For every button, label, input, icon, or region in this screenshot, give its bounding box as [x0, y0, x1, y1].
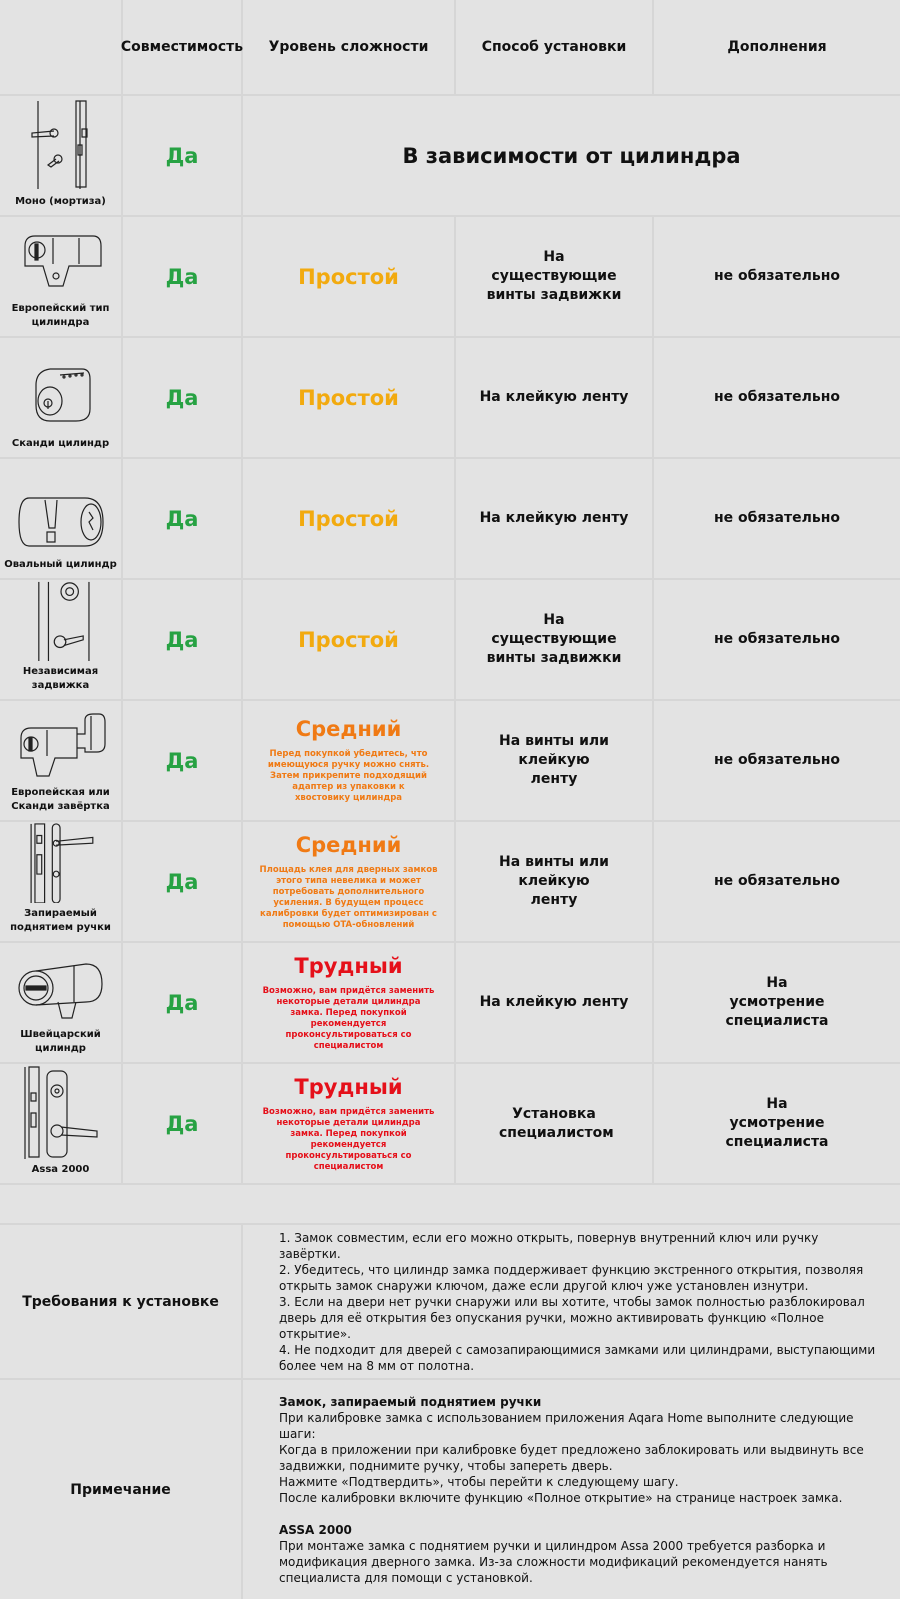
deadbolt-icon	[26, 580, 96, 661]
lock-type-label: Сканди цилиндр	[11, 438, 110, 449]
install-method-text: На существующие винты задвижки	[486, 249, 622, 303]
compat-value: Да	[123, 96, 241, 215]
note-title: Примечание	[0, 1380, 241, 1599]
install-method-text: Установка специалистом	[499, 1105, 614, 1141]
spacer-row	[0, 1185, 900, 1223]
lock-type-label: Овальный цилиндр	[4, 559, 117, 570]
requirement-item: 2. Убедитесь, что цилиндр замка поддерживает функцию экстренного открытия, позволяя открыть замок снаружи ключом, даже если другой ключ уже установлен изнутри.	[279, 1262, 864, 1293]
compat-value: Да	[123, 1064, 241, 1183]
header-extras: Дополнения	[654, 0, 900, 94]
install-method-text: На винты или клейкую ленту	[499, 854, 609, 908]
difficulty-note: Возможно, вам придётся заменить некоторые детали цилиндра замка. Перед покупкой рекомендуется проконсультироваться со специалистом	[262, 985, 435, 1051]
lock-type-label: Европейская или Сканди завёртка	[11, 787, 110, 812]
header-compat: Совместимость	[123, 0, 241, 94]
extras-value: не обязательно	[654, 217, 900, 336]
scandi-cylinder-icon	[26, 361, 96, 433]
lock-type-cell	[0, 701, 121, 820]
lock-type-cell	[0, 580, 121, 699]
assa-2000-lock-icon	[21, 1065, 101, 1159]
extras-value	[654, 1064, 900, 1183]
lock-type-label: Европейский тип цилиндра	[11, 303, 110, 328]
difficulty-value: Средний	[295, 717, 402, 741]
extras-text: На усмотрение специалиста	[725, 975, 829, 1029]
oval-cylinder-icon	[15, 488, 107, 554]
euro-cylinder-icon	[19, 230, 103, 298]
lock-type-label: Запираемый поднятием ручки	[10, 908, 111, 933]
compat-value: Да	[123, 580, 241, 699]
compat-value: Да	[123, 459, 241, 578]
install-method: На клейкую ленту	[456, 338, 652, 457]
difficulty-cell	[243, 822, 454, 941]
compat-value: Да	[123, 701, 241, 820]
lock-type-cell	[0, 96, 121, 215]
difficulty-note: Перед покупкой убедитесь, что имеющуюся ручку можно снять. Затем прикрепите подходящий адаптер из упаковки к хвостовику цилиндра	[267, 749, 430, 803]
note-line: После калибровки включите функцию «Полное открытие» на странице настроек замка.	[279, 1490, 843, 1505]
depends-on-cylinder-text: В зависимости от цилиндра	[243, 96, 900, 215]
difficulty-cell	[243, 701, 454, 820]
note-line: Когда в приложении при калибровке будет предложено заблокировать или выдвинуть все задвижки, поднимите ручку, чтобы запереть дверь.	[279, 1442, 864, 1473]
install-method-text: На винты или клейкую ленту	[499, 733, 609, 787]
lock-type-label: Моно (мортиза)	[15, 196, 106, 207]
difficulty-value: Трудный	[294, 1074, 403, 1099]
difficulty-value: Простой	[243, 580, 454, 699]
difficulty-value: Простой	[243, 217, 454, 336]
compat-value: Да	[123, 943, 241, 1062]
difficulty-cell	[243, 1064, 454, 1183]
header-difficulty: Уровень сложности	[243, 0, 454, 94]
note-section-title: Замок, запираемый поднятием ручки	[279, 1394, 542, 1409]
thumbturn-cylinder-icon	[15, 710, 107, 782]
note-line: При монтаже замка с поднятием ручки и цилиндром Assa 2000 требуется разборка и модификация дверного замка. Из-за сложности модификаций рекомендуется нанять специалиста для помощи с установкой.	[279, 1538, 828, 1585]
lock-type-cell	[0, 822, 121, 941]
install-method	[456, 1064, 652, 1183]
difficulty-value: Простой	[243, 459, 454, 578]
install-method	[456, 580, 652, 699]
compat-value: Да	[123, 822, 241, 941]
install-method: На клейкую ленту	[456, 943, 652, 1062]
note-line: При калибровке замка с использованием приложения Aqara Home выполните следующие шаги:	[279, 1410, 854, 1441]
extras-value: не обязательно	[654, 822, 900, 941]
swiss-cylinder-icon	[16, 954, 106, 1024]
lock-type-label: Assa 2000	[31, 1164, 90, 1175]
compat-value: Да	[123, 217, 241, 336]
extras-text: На усмотрение специалиста	[725, 1096, 829, 1150]
lock-type-cell	[0, 338, 121, 457]
requirements-title: Требования к установке	[0, 1225, 241, 1378]
install-method	[456, 822, 652, 941]
lock-type-cell	[0, 459, 121, 578]
difficulty-cell	[243, 943, 454, 1062]
header-empty-cell	[0, 0, 121, 94]
lock-type-cell	[0, 1064, 121, 1183]
requirement-item: 3. Если на двери нет ручки снаружи или вы хотите, чтобы замок полностью разблокировал дверь для её открытия без опускания ручки, можно активировать функцию «Полное открытие».	[279, 1294, 865, 1341]
handle-lift-lock-icon	[26, 822, 96, 903]
difficulty-value: Средний	[295, 832, 402, 857]
note-line: Нажмите «Подтвердить», чтобы перейти к следующему шагу.	[279, 1474, 679, 1489]
requirements-list	[243, 1225, 900, 1378]
install-method	[456, 217, 652, 336]
extras-value: не обязательно	[654, 459, 900, 578]
difficulty-note: Площадь клея для дверных замков этого типа невелика и может потребовать дополнительного усиления. В будущем процесс калибровки будет оптимизирован с помощью OTA-обновлений	[259, 864, 438, 930]
install-method-text: На существующие винты задвижки	[486, 612, 622, 666]
compat-value: Да	[123, 338, 241, 457]
extras-value: не обязательно	[654, 338, 900, 457]
difficulty-note: Возможно, вам придётся заменить некоторые детали цилиндра замка. Перед покупкой рекомендуется проконсультироваться со специалистом	[262, 1106, 435, 1172]
lock-type-cell	[0, 943, 121, 1062]
install-method	[456, 701, 652, 820]
mortise-lock-icon	[26, 99, 96, 191]
difficulty-value: Простой	[243, 338, 454, 457]
note-section-title: ASSA 2000	[279, 1522, 352, 1537]
lock-type-cell	[0, 217, 121, 336]
header-install: Способ установки	[456, 0, 652, 94]
requirement-item: 4. Не подходит для дверей с самозапирающимися замками или цилиндрами, выступающими более чем на 8 мм от полотна.	[279, 1342, 876, 1373]
extras-value	[654, 943, 900, 1062]
extras-value: не обязательно	[654, 701, 900, 820]
lock-type-label: Швейцарский цилиндр	[20, 1029, 101, 1054]
extras-value: не обязательно	[654, 580, 900, 699]
lock-type-label: Независимая задвижка	[22, 666, 99, 691]
note-content	[243, 1380, 900, 1599]
install-method: На клейкую ленту	[456, 459, 652, 578]
difficulty-value: Трудный	[294, 953, 403, 978]
requirement-item: 1. Замок совместим, если его можно открыть, повернув внутренний ключ или ручку завёртки.	[279, 1230, 819, 1261]
